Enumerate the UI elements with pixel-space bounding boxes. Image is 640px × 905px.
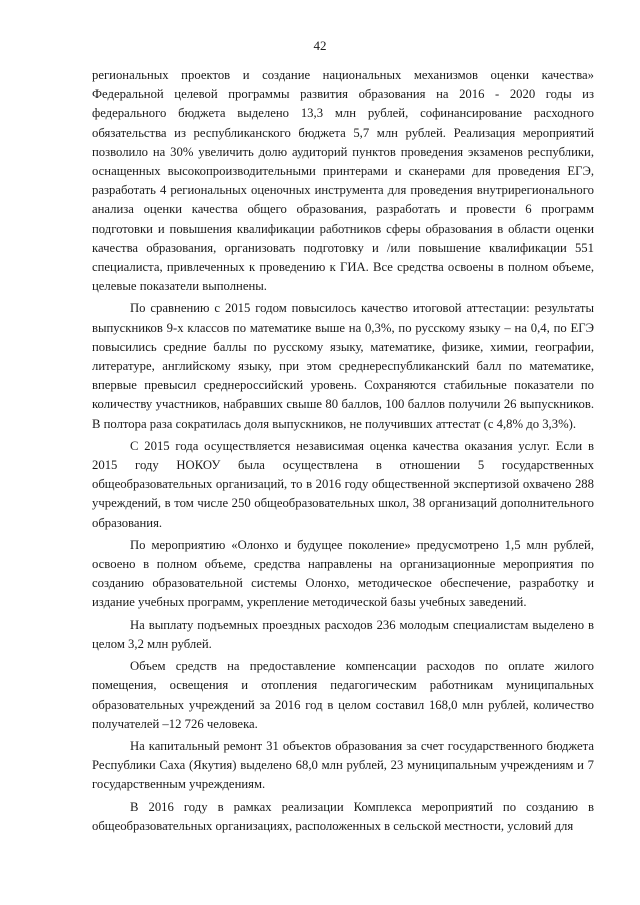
paragraph: В 2016 году в рамках реализации Комплекса мероприятий по созданию в общеобразовательных организациях, расположенных в сельской местности, условий для (92, 799, 594, 833)
page-number: 42 (313, 38, 327, 53)
paragraph: По мероприятию «Олонхо и будущее поколение» предусмотрено 1,5 млн рублей, освоено в полном объеме, средства направлены на организационные мероприятия по созданию образовательной системы Олонхо, методическое обеспечение, разработку и издание учебных программ, укрепление методической базы учебных заведений. (92, 537, 594, 610)
paragraph: По сравнению с 2015 годом повысилось качество итоговой аттестации: результаты выпускников 9-х классов по математике выше на 0,3%, по русскому языку – на 0,4, по ЕГЭ повысились средние баллы по русскому языку, математике, физике, химии, географии, литературе, английскому языку, при этом среднереспубликанский балл по математике, впервые превысил среднероссийский уровень. Сохраняются стабильные показатели по количеству участников, набравших свыше 80 баллов, 100 баллов получили 26 выпускников. В полтора раза сократилась доля выпускников, не получивших аттестат (с 4,8% до 3,3%). (92, 301, 594, 431)
paragraph: С 2015 года осуществляется независимая оценка качества оказания услуг. Если в 2015 году НОКОУ была осуществлена в отношении 5 государственных общеобразовательных организаций, то в 2016 году общественной экспертизой охвачено 288 учреждений, в том числе 250 общеобразовательных школ, 38 организаций дополнительного образования. (92, 438, 594, 530)
paragraph: На выплату подъемных проездных расходов 236 молодым специалистам выделено в целом 3,2 млн рублей. (92, 617, 594, 651)
document-body (92, 66, 594, 839)
paragraph: На капитальный ремонт 31 объектов образования за счет государственного бюджета Республики Саха (Якутия) выделено 68,0 млн рублей, 23 муниципальным учреждениям и 7 государственным учреждениям. (92, 738, 594, 792)
paragraph: региональных проектов и создание национальных механизмов оценки качества» Федеральной целевой программы развития образования на 2016 - 2020 годы из федерального бюджета выделено 13,3 млн рублей, софинансирование расходного обязательства из республиканского бюджета 5,7 млн рублей. Реализация мероприятий позволило на 30% увеличить долю аудиторий пунктов проведения экзаменов республики, оснащенных высокопроизводительными принтерами и сканерами для проведения ЕГЭ, разработать 4 региональных оценочных инструмента для проведения внутрирегионального анализа оценки качества общего образования, разработать и провести 6 программ подготовки и повышения квалификации работников сферы образования в области оценки качества образования, организовать подготовку и /или повышение квалификации 551 специалиста, привлеченных к проведению к ГИА. Все средства освоены в полном объеме, целевые показатели выполнены. (92, 68, 594, 294)
paragraph: Объем средств на предоставление компенсации расходов по оплате жилого помещения, освещения и отопления педагогическим работникам муниципальных образовательных учреждений за 2016 год в целом составил 168,0 млн рублей, количество получателей –12 726 человека. (92, 659, 594, 731)
